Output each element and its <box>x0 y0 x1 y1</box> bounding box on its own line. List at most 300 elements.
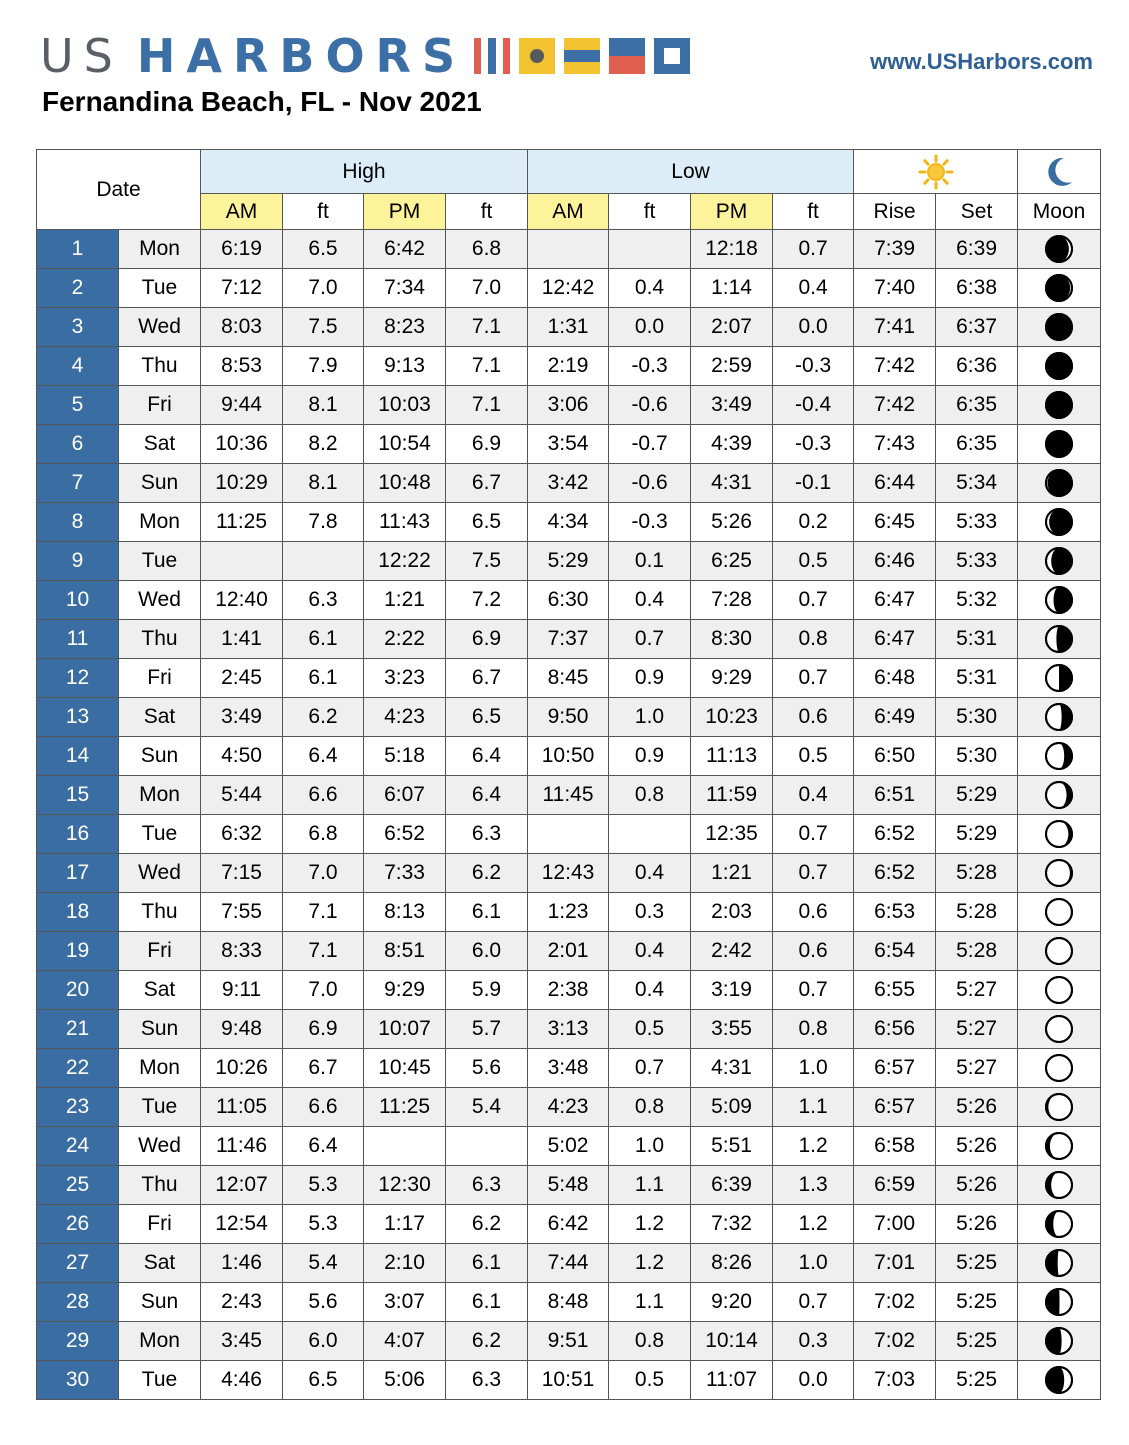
weekday: Wed <box>119 854 201 893</box>
table-row <box>37 425 1101 464</box>
high-am-height: 6.2 <box>283 698 364 737</box>
low-am-time: 11:45 <box>528 776 609 815</box>
high-pm-height: 7.1 <box>446 308 528 347</box>
sunrise-time: 6:53 <box>854 893 936 932</box>
low-am-time: 5:02 <box>528 1127 609 1166</box>
weekday: Sun <box>119 737 201 776</box>
moon-phase-icon <box>1044 507 1074 537</box>
high-am-time: 11:46 <box>201 1127 283 1166</box>
moon-phase-icon <box>1044 546 1074 576</box>
moon-phase-icon <box>1044 897 1074 927</box>
high-pm-height: 6.2 <box>446 1205 528 1244</box>
low-am-height: 0.4 <box>609 971 691 1010</box>
day-number: 19 <box>37 932 119 971</box>
low-pm-height: 1.1 <box>773 1088 854 1127</box>
low-am-height: 0.8 <box>609 1088 691 1127</box>
high-pm-time: 10:54 <box>364 425 446 464</box>
moon-phase-icon <box>1044 1326 1074 1356</box>
low-am-time: 7:44 <box>528 1244 609 1283</box>
moon-phase-cell <box>1018 1088 1101 1127</box>
sunrise-time: 6:57 <box>854 1088 936 1127</box>
sunset-time: 5:33 <box>936 542 1018 581</box>
moon-phase-icon <box>1044 390 1074 420</box>
day-number: 3 <box>37 308 119 347</box>
low-pm-height: 0.8 <box>773 620 854 659</box>
weekday: Tue <box>119 542 201 581</box>
low-pm-height: 0.4 <box>773 776 854 815</box>
high-pm-time: 6:52 <box>364 815 446 854</box>
table-row <box>37 1049 1101 1088</box>
weekday: Mon <box>119 776 201 815</box>
moon-phase-icon <box>1044 351 1074 381</box>
high-pm-time: 8:51 <box>364 932 446 971</box>
sunset-time: 5:34 <box>936 464 1018 503</box>
day-number: 1 <box>37 230 119 269</box>
weekday: Mon <box>119 503 201 542</box>
sunset-time: 6:36 <box>936 347 1018 386</box>
low-pm-time: 1:14 <box>691 269 773 308</box>
weekday: Mon <box>119 1049 201 1088</box>
low-pm-height: -0.4 <box>773 386 854 425</box>
moon-phase-icon <box>1044 1248 1074 1278</box>
low-pm-height: 0.5 <box>773 737 854 776</box>
moon-phase-icon <box>1044 663 1074 693</box>
low-pm-height: 0.7 <box>773 230 854 269</box>
tide-table-body <box>37 230 1101 1400</box>
table-row <box>37 659 1101 698</box>
sunset-time: 5:28 <box>936 893 1018 932</box>
high-pm-header: PM <box>364 194 446 230</box>
low-am-time: 3:48 <box>528 1049 609 1088</box>
high-am-height: 6.6 <box>283 776 364 815</box>
sunset-time: 5:29 <box>936 776 1018 815</box>
high-am-time: 1:41 <box>201 620 283 659</box>
low-pm-time: 5:51 <box>691 1127 773 1166</box>
high-pm-height: 6.4 <box>446 776 528 815</box>
moon-phase-cell <box>1018 464 1101 503</box>
high-pm-height: 6.1 <box>446 1283 528 1322</box>
high-pm-height: 6.2 <box>446 1322 528 1361</box>
moon-phase-cell <box>1018 1244 1101 1283</box>
high-am-height: 8.1 <box>283 386 364 425</box>
table-row <box>37 542 1101 581</box>
high-am-height: 7.0 <box>283 854 364 893</box>
high-pm-time: 3:07 <box>364 1283 446 1322</box>
high-am-time: 9:48 <box>201 1010 283 1049</box>
rise-header: Rise <box>854 194 936 230</box>
weekday: Thu <box>119 893 201 932</box>
table-row <box>37 893 1101 932</box>
high-am-height: 8.1 <box>283 464 364 503</box>
flag-icon-halves <box>609 38 645 74</box>
high-pm-ft-header: ft <box>446 194 528 230</box>
high-pm-height: 6.9 <box>446 620 528 659</box>
weekday: Thu <box>119 620 201 659</box>
table-row <box>37 1283 1101 1322</box>
low-am-height: 0.8 <box>609 1322 691 1361</box>
day-number: 15 <box>37 776 119 815</box>
high-pm-time: 7:33 <box>364 854 446 893</box>
day-number: 30 <box>37 1361 119 1400</box>
sunrise-time: 6:50 <box>854 737 936 776</box>
table-row <box>37 1244 1101 1283</box>
high-pm-time: 9:13 <box>364 347 446 386</box>
high-pm-height: 7.0 <box>446 269 528 308</box>
weekday: Mon <box>119 230 201 269</box>
crescent-moon-icon <box>1042 155 1076 189</box>
high-am-time: 1:46 <box>201 1244 283 1283</box>
moon-phase-cell <box>1018 698 1101 737</box>
high-am-height: 8.2 <box>283 425 364 464</box>
sunset-time: 5:31 <box>936 620 1018 659</box>
sunset-time: 5:33 <box>936 503 1018 542</box>
sunrise-time: 6:57 <box>854 1049 936 1088</box>
sunrise-time: 7:03 <box>854 1361 936 1400</box>
day-number: 23 <box>37 1088 119 1127</box>
moon-phase-cell <box>1018 1322 1101 1361</box>
moon-phase-icon <box>1044 780 1074 810</box>
high-pm-height: 5.6 <box>446 1049 528 1088</box>
weekday: Thu <box>119 347 201 386</box>
weekday: Thu <box>119 1166 201 1205</box>
day-number: 13 <box>37 698 119 737</box>
sunrise-time: 6:49 <box>854 698 936 737</box>
high-pm-height: 6.1 <box>446 1244 528 1283</box>
day-number: 27 <box>37 1244 119 1283</box>
low-am-time: 10:51 <box>528 1361 609 1400</box>
weekday: Wed <box>119 308 201 347</box>
moon-phase-icon <box>1044 858 1074 888</box>
low-pm-header: PM <box>691 194 773 230</box>
weekday: Sat <box>119 425 201 464</box>
low-pm-height: -0.1 <box>773 464 854 503</box>
low-am-height: 0.9 <box>609 659 691 698</box>
high-am-height: 5.3 <box>283 1205 364 1244</box>
high-am-ft-header: ft <box>283 194 364 230</box>
day-number: 17 <box>37 854 119 893</box>
high-pm-height: 6.5 <box>446 503 528 542</box>
weekday: Sat <box>119 698 201 737</box>
low-pm-height: -0.3 <box>773 425 854 464</box>
table-row <box>37 815 1101 854</box>
high-am-time: 9:44 <box>201 386 283 425</box>
low-pm-height: 0.7 <box>773 815 854 854</box>
moon-phase-cell <box>1018 542 1101 581</box>
low-pm-time: 2:59 <box>691 347 773 386</box>
moon-phase-cell <box>1018 776 1101 815</box>
low-am-height: 0.9 <box>609 737 691 776</box>
high-pm-height <box>446 1127 528 1166</box>
high-am-height: 6.6 <box>283 1088 364 1127</box>
high-am-time: 5:44 <box>201 776 283 815</box>
high-pm-time: 10:48 <box>364 464 446 503</box>
low-pm-time: 12:18 <box>691 230 773 269</box>
weekday: Tue <box>119 1361 201 1400</box>
high-am-height: 6.7 <box>283 1049 364 1088</box>
low-am-time: 2:19 <box>528 347 609 386</box>
moon-phase-cell <box>1018 1361 1101 1400</box>
high-am-time: 11:05 <box>201 1088 283 1127</box>
high-pm-height: 5.7 <box>446 1010 528 1049</box>
high-am-height: 6.4 <box>283 1127 364 1166</box>
low-am-height: 0.7 <box>609 620 691 659</box>
table-row <box>37 1088 1101 1127</box>
table-row <box>37 1010 1101 1049</box>
moon-phase-cell <box>1018 230 1101 269</box>
day-number: 6 <box>37 425 119 464</box>
sunrise-time: 6:56 <box>854 1010 936 1049</box>
day-number: 18 <box>37 893 119 932</box>
high-pm-time: 4:23 <box>364 698 446 737</box>
low-am-height: -0.7 <box>609 425 691 464</box>
moon-phase-icon <box>1044 234 1074 264</box>
high-pm-height: 7.2 <box>446 581 528 620</box>
table-row <box>37 347 1101 386</box>
tide-table <box>36 149 1101 1400</box>
high-pm-height: 6.7 <box>446 464 528 503</box>
high-am-height: 6.5 <box>283 1361 364 1400</box>
high-pm-time: 6:42 <box>364 230 446 269</box>
low-pm-height: 0.0 <box>773 1361 854 1400</box>
high-am-height: 6.9 <box>283 1010 364 1049</box>
low-pm-time: 5:26 <box>691 503 773 542</box>
weekday: Tue <box>119 269 201 308</box>
low-am-time: 4:34 <box>528 503 609 542</box>
high-pm-time: 12:30 <box>364 1166 446 1205</box>
low-header: Low <box>528 150 854 194</box>
day-number: 29 <box>37 1322 119 1361</box>
low-am-height: -0.3 <box>609 503 691 542</box>
low-pm-height: 0.8 <box>773 1010 854 1049</box>
low-am-height: 1.2 <box>609 1205 691 1244</box>
set-header: Set <box>936 194 1018 230</box>
day-number: 7 <box>37 464 119 503</box>
flag-icon-dot <box>519 38 555 74</box>
low-am-time: 2:01 <box>528 932 609 971</box>
high-pm-time: 11:43 <box>364 503 446 542</box>
us-harbors-logo <box>40 29 690 83</box>
high-pm-height: 6.3 <box>446 815 528 854</box>
sunrise-time: 6:48 <box>854 659 936 698</box>
moon-phase-cell <box>1018 620 1101 659</box>
low-pm-time: 10:23 <box>691 698 773 737</box>
moon-phase-icon <box>1044 585 1074 615</box>
high-pm-height: 6.0 <box>446 932 528 971</box>
high-pm-time: 5:18 <box>364 737 446 776</box>
high-pm-time: 8:23 <box>364 308 446 347</box>
low-pm-height: 1.2 <box>773 1127 854 1166</box>
high-pm-height: 6.5 <box>446 698 528 737</box>
low-pm-height: 0.3 <box>773 1322 854 1361</box>
sunset-time: 5:28 <box>936 854 1018 893</box>
page-title: Fernandina Beach, FL - Nov 2021 <box>42 86 482 117</box>
high-am-height <box>283 542 364 581</box>
sunset-time: 5:30 <box>936 698 1018 737</box>
sunset-time: 5:27 <box>936 971 1018 1010</box>
sunset-time: 6:35 <box>936 386 1018 425</box>
high-header: High <box>201 150 528 194</box>
sunrise-time: 7:43 <box>854 425 936 464</box>
low-pm-height: 0.6 <box>773 932 854 971</box>
sunrise-time: 7:42 <box>854 347 936 386</box>
sunset-time: 6:37 <box>936 308 1018 347</box>
website-link[interactable]: www.USHarbors.com <box>870 49 1093 74</box>
low-am-time: 9:51 <box>528 1322 609 1361</box>
moon-phase-icon <box>1044 1209 1074 1239</box>
low-pm-height: 0.0 <box>773 308 854 347</box>
high-am-time: 6:32 <box>201 815 283 854</box>
low-pm-time: 8:30 <box>691 620 773 659</box>
low-pm-time: 5:09 <box>691 1088 773 1127</box>
high-am-time: 6:19 <box>201 230 283 269</box>
day-number: 11 <box>37 620 119 659</box>
high-pm-height: 6.3 <box>446 1166 528 1205</box>
high-am-height: 6.5 <box>283 230 364 269</box>
high-am-time: 11:25 <box>201 503 283 542</box>
low-pm-time: 10:14 <box>691 1322 773 1361</box>
sunrise-time: 6:47 <box>854 581 936 620</box>
moon-phase-cell <box>1018 1205 1101 1244</box>
high-pm-time: 11:25 <box>364 1088 446 1127</box>
sunrise-time: 6:54 <box>854 932 936 971</box>
high-am-time <box>201 542 283 581</box>
high-pm-height: 6.1 <box>446 893 528 932</box>
low-am-time: 6:42 <box>528 1205 609 1244</box>
high-pm-time: 2:22 <box>364 620 446 659</box>
low-pm-time: 12:35 <box>691 815 773 854</box>
sunset-time: 5:27 <box>936 1010 1018 1049</box>
high-am-time: 8:53 <box>201 347 283 386</box>
moon-phase-cell <box>1018 737 1101 776</box>
low-am-height: 0.5 <box>609 1010 691 1049</box>
sunrise-time: 6:58 <box>854 1127 936 1166</box>
high-am-height: 7.0 <box>283 269 364 308</box>
high-am-time: 4:46 <box>201 1361 283 1400</box>
moon-phase-cell <box>1018 581 1101 620</box>
low-am-height: 0.4 <box>609 581 691 620</box>
sunrise-time: 6:52 <box>854 815 936 854</box>
weekday: Wed <box>119 1127 201 1166</box>
low-pm-height: 1.3 <box>773 1166 854 1205</box>
day-number: 28 <box>37 1283 119 1322</box>
sunrise-time: 7:02 <box>854 1322 936 1361</box>
low-am-height: -0.3 <box>609 347 691 386</box>
high-pm-time: 12:22 <box>364 542 446 581</box>
high-pm-time <box>364 1127 446 1166</box>
sunset-time: 5:28 <box>936 932 1018 971</box>
low-pm-time: 11:59 <box>691 776 773 815</box>
sunset-time: 6:38 <box>936 269 1018 308</box>
sunset-time: 6:35 <box>936 425 1018 464</box>
day-number: 10 <box>37 581 119 620</box>
day-number: 12 <box>37 659 119 698</box>
table-row <box>37 932 1101 971</box>
low-am-time: 4:23 <box>528 1088 609 1127</box>
low-am-height: 1.1 <box>609 1283 691 1322</box>
moon-phase-cell <box>1018 1127 1101 1166</box>
high-am-height: 6.3 <box>283 581 364 620</box>
weekday: Sun <box>119 1010 201 1049</box>
moon-phase-cell <box>1018 1010 1101 1049</box>
low-am-time: 10:50 <box>528 737 609 776</box>
day-number: 2 <box>37 269 119 308</box>
low-pm-time: 2:07 <box>691 308 773 347</box>
high-am-time: 12:40 <box>201 581 283 620</box>
high-am-height: 6.0 <box>283 1322 364 1361</box>
table-row <box>37 308 1101 347</box>
high-am-time: 12:07 <box>201 1166 283 1205</box>
high-pm-height: 6.4 <box>446 737 528 776</box>
high-am-height: 7.8 <box>283 503 364 542</box>
moon-phase-cell <box>1018 815 1101 854</box>
sunset-time: 5:29 <box>936 815 1018 854</box>
low-pm-height: 1.0 <box>773 1244 854 1283</box>
weekday: Sat <box>119 1244 201 1283</box>
table-row <box>37 854 1101 893</box>
high-pm-height: 6.3 <box>446 1361 528 1400</box>
sunset-time: 5:25 <box>936 1361 1018 1400</box>
sunrise-time: 7:41 <box>854 308 936 347</box>
weekday: Fri <box>119 1205 201 1244</box>
low-am-time: 3:06 <box>528 386 609 425</box>
high-am-time: 7:55 <box>201 893 283 932</box>
high-pm-time: 3:23 <box>364 659 446 698</box>
flag-icon-stripes <box>474 38 510 74</box>
weekday: Sun <box>119 1283 201 1322</box>
low-am-header: AM <box>528 194 609 230</box>
high-am-height: 6.1 <box>283 659 364 698</box>
low-am-height: 0.4 <box>609 854 691 893</box>
high-pm-time: 9:29 <box>364 971 446 1010</box>
sun-header <box>854 150 1018 194</box>
high-am-time: 10:36 <box>201 425 283 464</box>
low-pm-height: 1.0 <box>773 1049 854 1088</box>
weekday: Mon <box>119 1322 201 1361</box>
sunrise-time: 6:46 <box>854 542 936 581</box>
high-am-time: 3:45 <box>201 1322 283 1361</box>
sunset-time: 6:39 <box>936 230 1018 269</box>
low-am-height: -0.6 <box>609 386 691 425</box>
sunrise-time: 6:47 <box>854 620 936 659</box>
moon-phase-cell <box>1018 932 1101 971</box>
high-am-time: 7:15 <box>201 854 283 893</box>
sunrise-time: 6:55 <box>854 971 936 1010</box>
moon-phase-icon <box>1044 819 1074 849</box>
high-pm-height: 7.1 <box>446 386 528 425</box>
day-number: 8 <box>37 503 119 542</box>
low-am-time: 3:54 <box>528 425 609 464</box>
moon-phase-icon <box>1044 1365 1074 1395</box>
weekday: Fri <box>119 386 201 425</box>
high-am-time: 4:50 <box>201 737 283 776</box>
high-pm-time: 5:06 <box>364 1361 446 1400</box>
low-am-time <box>528 230 609 269</box>
date-header: Date <box>37 150 201 230</box>
high-pm-height: 6.2 <box>446 854 528 893</box>
low-pm-height: 0.5 <box>773 542 854 581</box>
low-pm-time: 9:20 <box>691 1283 773 1322</box>
high-pm-height: 7.5 <box>446 542 528 581</box>
weekday: Sun <box>119 464 201 503</box>
sunrise-time: 6:44 <box>854 464 936 503</box>
sunset-time: 5:32 <box>936 581 1018 620</box>
low-pm-time: 6:25 <box>691 542 773 581</box>
high-am-time: 10:26 <box>201 1049 283 1088</box>
high-pm-height: 6.7 <box>446 659 528 698</box>
high-pm-height: 6.8 <box>446 230 528 269</box>
table-row <box>37 269 1101 308</box>
table-row <box>37 971 1101 1010</box>
